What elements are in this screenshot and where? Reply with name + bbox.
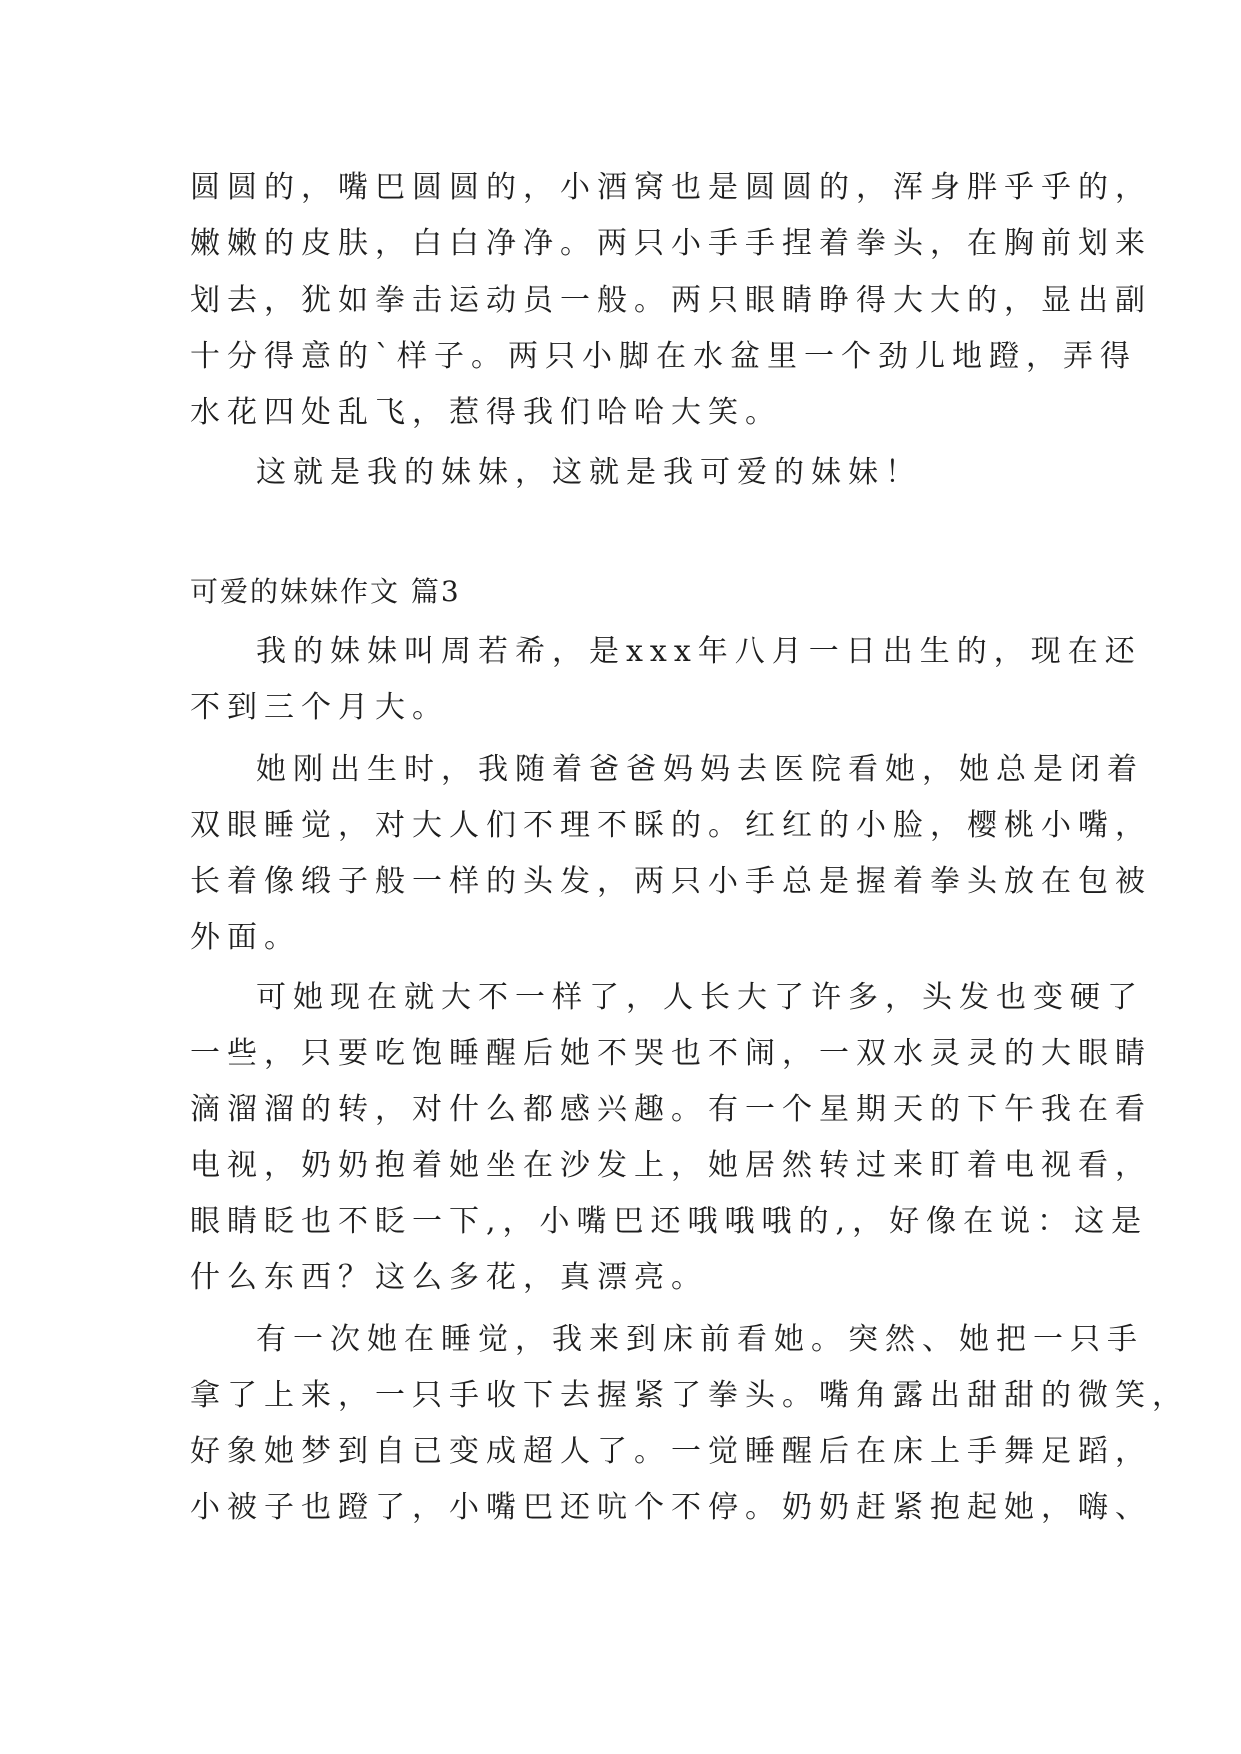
text-line: 长着像缎子般一样的头发，两只小手总是握着拳头放在包被 [190, 864, 1152, 899]
text-line: 我的妹妹叫周若希，是xxx年八月一日出生的，现在还 [256, 634, 1142, 669]
text-line: 她刚出生时，我随着爸爸妈妈去医院看她，她总是闭着 [256, 752, 1144, 787]
text-line: 嫩嫩的皮肤，白白净净。两只小手手捏着拳头，在胸前划来 [190, 226, 1152, 261]
text-line: 可她现在就大不一样了，人长大了许多，头发也变硬了 [256, 980, 1144, 1015]
text-line: 十分得意的`样子。两只小脚在水盆里一个劲儿地蹬，弄得 [190, 339, 1137, 374]
text-line: 滴溜溜的转，对什么都感兴趣。有一个星期天的下午我在看 [190, 1092, 1152, 1127]
text-line: 好象她梦到自已变成超人了。一觉睡醒后在床上手舞足蹈， [190, 1434, 1152, 1469]
section-heading: 可爱的妹妹作文 篇3 [190, 575, 461, 608]
text-line: 电视，奶奶抱着她坐在沙发上，她居然转过来盯着电视看， [190, 1148, 1152, 1183]
text-line: 拿了上来，一只手收下去握紧了拳头。嘴角露出甜甜的微笑， [190, 1378, 1189, 1413]
text-line: 有一次她在睡觉，我来到床前看她。突然、她把一只手 [256, 1322, 1144, 1357]
closing-line: 这就是我的妹妹，这就是我可爱的妹妹！ [256, 455, 922, 490]
text-line: 小被子也蹬了，小嘴巴还吭个不停。奶奶赶紧抱起她，嗨、 [190, 1490, 1152, 1525]
text-line: 双眼睡觉，对大人们不理不睬的。红红的小脸，樱桃小嘴， [190, 808, 1152, 843]
text-line: 划去，犹如拳击运动员一般。两只眼睛睁得大大的，显出副 [190, 283, 1152, 318]
text-line: 什么东西？这么多花，真漂亮。 [190, 1260, 708, 1295]
text-line: 眼睛眨也不眨一下,，小嘴巴还哦哦哦的,，好像在说：这是 [190, 1204, 1149, 1239]
text-line: 不到三个月大。 [190, 690, 449, 725]
text-line: 外面。 [190, 920, 301, 955]
text-line: 水花四处乱飞，惹得我们哈哈大笑。 [190, 395, 782, 430]
text-line: 一些，只要吃饱睡醒后她不哭也不闹，一双水灵灵的大眼睛 [190, 1036, 1152, 1071]
text-line: 圆圆的，嘴巴圆圆的，小酒窝也是圆圆的，浑身胖乎乎的， [190, 170, 1152, 205]
